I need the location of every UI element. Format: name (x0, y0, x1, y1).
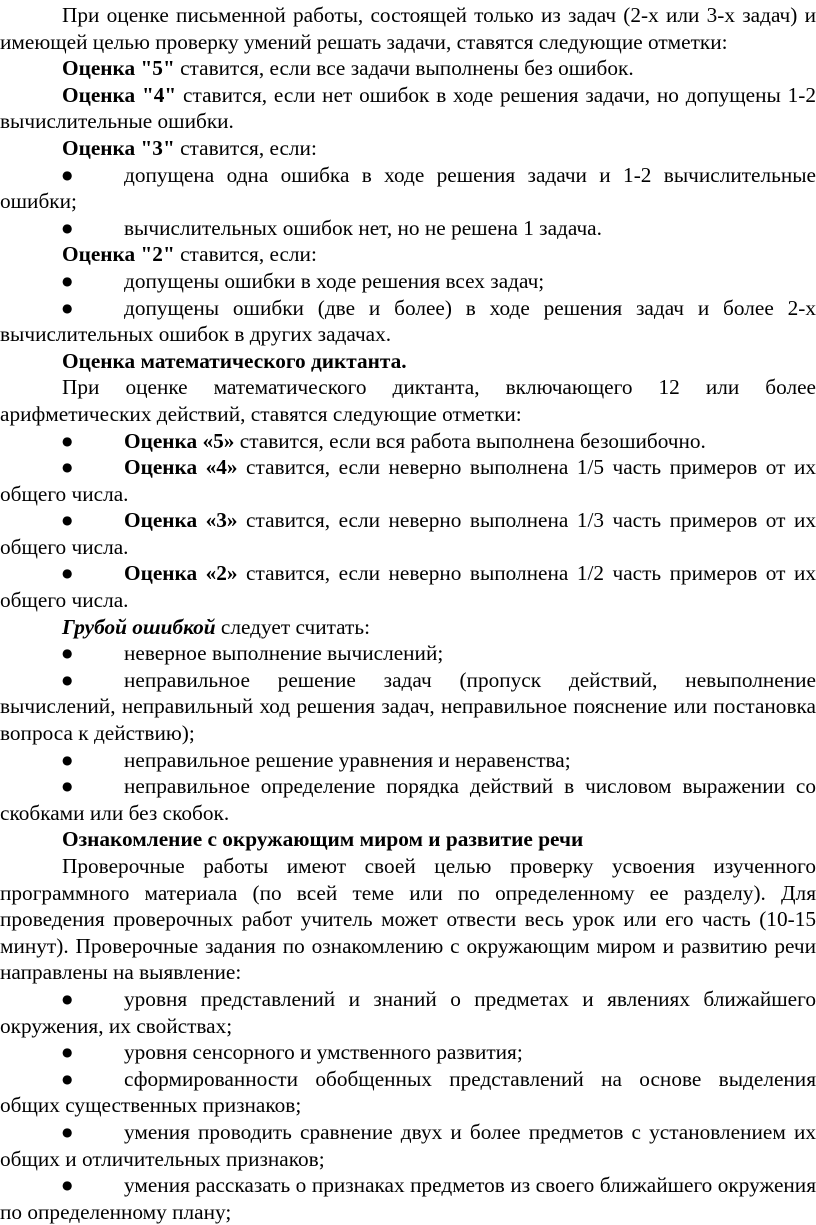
list-item (0, 773, 816, 826)
grade-5-paragraph (0, 55, 816, 82)
dictation-grade-text: ставится, если неверно выполнена 1/3 часть примеров от их общего числа. (0, 508, 816, 559)
gross-error-label: Грубой ошибкой (62, 614, 216, 639)
grade-2-label: Оценка "2" (62, 242, 175, 267)
list-item (0, 295, 816, 348)
list-item-text: неправильное определение порядка действий в числовом выражении со скобками или без скобок. (0, 774, 816, 825)
list-item (0, 454, 816, 507)
bullet-icon: ● (62, 433, 73, 448)
list-item-text: сформированности обобщенных представлений на основе выделения общих существенных признаков; (0, 1066, 816, 1118)
list-item (0, 640, 816, 667)
dictation-grade-label: Оценка «3» (124, 508, 238, 533)
bullet-icon: ● (62, 779, 73, 794)
list-item-text: уровня сенсорного и умственного развития; (124, 1040, 523, 1065)
bullet-icon: ● (62, 167, 73, 182)
gross-error-text: следует считать: (215, 614, 370, 639)
grade-3-label: Оценка "3" (62, 135, 175, 160)
dictation-intro: При оценке математического диктанта, включающего 12 или более арифметических действий, ставятся следующие отметки: (0, 375, 816, 426)
list-item (0, 560, 816, 613)
intro-paragraph: При оценке письменной работы, состоящей только из задач (2-х или 3-х задач) и имеющей целью проверку умений решать задачи, ставятся следующие отметки: (0, 3, 816, 54)
bullet-icon: ● (62, 672, 73, 687)
bullet-icon: ● (62, 1178, 73, 1193)
list-item-text: вычислительных ошибок нет, но не решена 1 задача. (124, 215, 602, 240)
grade-2-paragraph (0, 241, 816, 268)
bullet-icon: ● (62, 646, 73, 661)
list-item-text: неправильное решение уравнения и неравенства; (124, 747, 571, 772)
list-item (0, 507, 816, 560)
list-item (0, 1172, 816, 1225)
bullet-icon: ● (62, 566, 73, 581)
bullet-icon: ● (62, 300, 73, 315)
dictation-grade-label: Оценка «5» (124, 428, 235, 453)
list-item (0, 747, 816, 774)
list-item-text: допущены ошибки (две и более) в ходе решения задач и более 2-х вычислительных ошибок в других задачах. (0, 295, 816, 347)
bullet-icon: ● (62, 1124, 73, 1139)
bullet-icon: ● (62, 991, 73, 1006)
dictation-grade-label: Оценка «4» (124, 455, 238, 480)
grade-4-label: Оценка "4" (62, 82, 177, 107)
dictation-grade-text: ставится, если неверно выполнена 1/5 часть примеров от их общего числа. (0, 455, 816, 506)
list-item (0, 215, 816, 242)
world-heading: Ознакомление с окружающим миром и развитие речи (62, 827, 584, 852)
list-item-text: допущены ошибки в ходе решения всех задач; (124, 268, 545, 293)
bullet-icon: ● (62, 220, 73, 235)
list-item (0, 1119, 816, 1172)
grade-2-text: ставится, если: (174, 242, 317, 267)
dictation-grade-text: ставится, если вся работа выполнена безошибочно. (234, 428, 706, 453)
list-item (0, 268, 816, 295)
list-item-text: уровня представлений и знаний о предметах и явлениях ближайшего окружения, их свойствах; (0, 986, 816, 1038)
gross-error-paragraph (0, 614, 816, 641)
bullet-icon: ● (62, 1071, 73, 1086)
list-item (0, 162, 816, 215)
dictation-grade-text: ставится, если неверно выполнена 1/2 часть примеров от их общего числа. (0, 561, 816, 613)
list-item (0, 1039, 816, 1066)
dictation-grade-label: Оценка «2» (124, 561, 238, 586)
list-item-text: неверное выполнение вычислений; (124, 641, 444, 666)
grade-4-paragraph (0, 82, 816, 135)
bullet-icon: ● (62, 752, 73, 767)
list-item-text: умения рассказать о признаках предметов из своего ближайшего окружения по определенному плану; (0, 1173, 816, 1224)
list-item-text: неправильное решение задач (пропуск действий, невыполнение вычислений, неправильный ход решения задач, неправильное пояснение или постановка вопроса к действию); (0, 667, 816, 746)
list-item (0, 667, 816, 747)
grade-5-label: Оценка "5" (62, 56, 175, 81)
grade-3-text: ставится, если: (174, 135, 317, 160)
bullet-icon: ● (62, 1045, 73, 1060)
grade-3-paragraph (0, 135, 816, 162)
list-item (0, 986, 816, 1039)
list-item (0, 1066, 816, 1119)
bullet-icon: ● (62, 513, 73, 528)
dictation-heading: Оценка математического диктанта. (62, 348, 407, 373)
bullet-icon: ● (62, 273, 73, 288)
list-item-text: допущена одна ошибка в ходе решения задачи и 1-2 вычислительные ошибки; (0, 162, 816, 214)
world-intro: Проверочные работы имеют своей целью проверку усвоения изученного программного материала (по всей теме или по определенному ее разделу). Для проведения проверочных работ учитель может отвести весь урок или его часть (10-15 минут). Проверочные задания по ознакомлению с окружающим миром и развитию речи направлены на выявление: (0, 854, 816, 985)
list-item-text: умения проводить сравнение двух и более предметов с установлением их общих и отличительных признаков; (0, 1119, 816, 1171)
grade-4-text: ставится, если нет ошибок в ходе решения задачи, но допущены 1-2 вычислительные ошибки. (0, 82, 816, 134)
bullet-icon: ● (62, 460, 73, 475)
list-item (0, 428, 816, 455)
grade-5-text: ставится, если все задачи выполнены без ошибок. (174, 56, 634, 81)
